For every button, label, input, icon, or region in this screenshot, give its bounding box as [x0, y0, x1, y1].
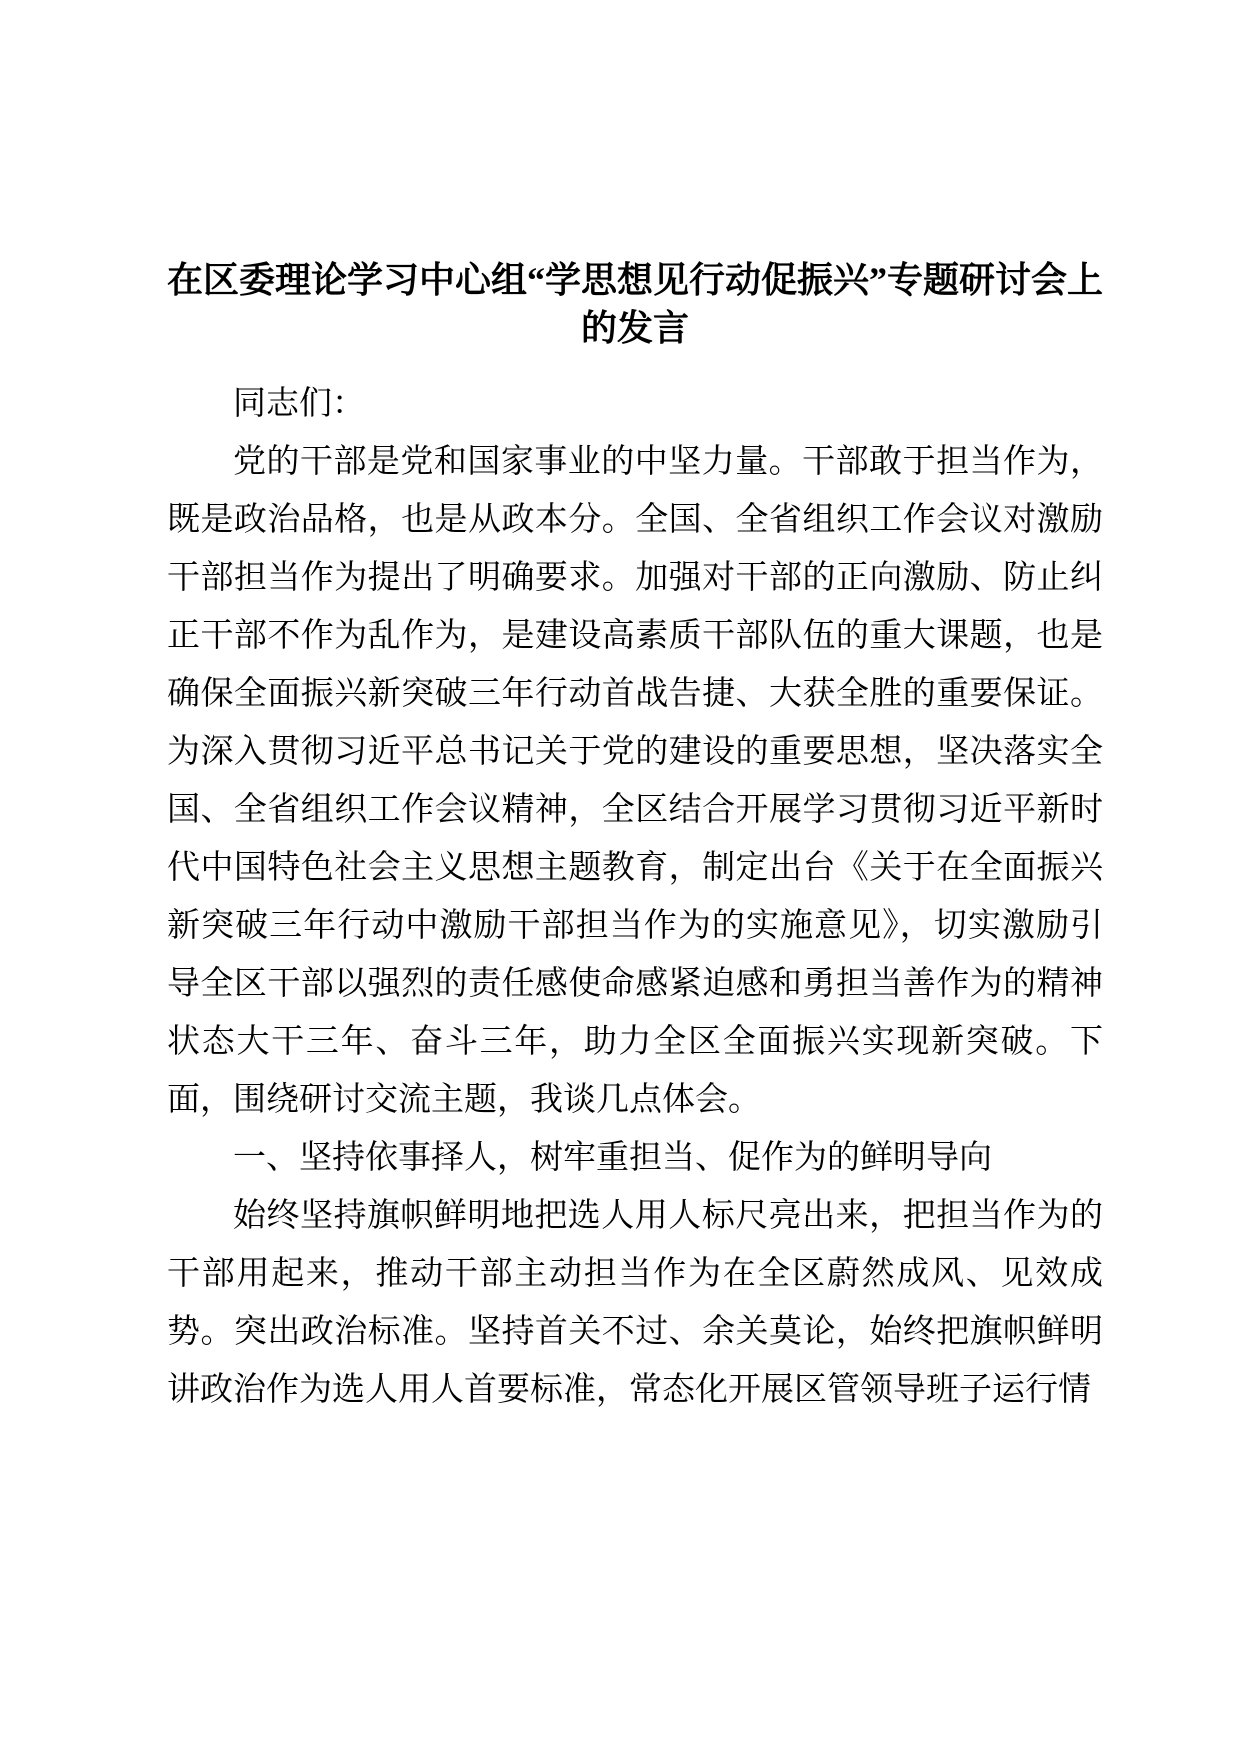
document-content [167, 256, 1103, 1419]
document-title-line-2: 的发言 [580, 308, 689, 348]
section-heading-1: 一、坚持依事择人，树牢重担当、促作为的鲜明导向 [233, 1140, 992, 1176]
document-title [167, 256, 1103, 352]
body-paragraph-2: 始终坚持旗帜鲜明地把选人用人标尺亮出来，把担当作为的干部用起来，推动干部主动担当作为在全区蔚然成风、见效成势。突出政治标准。坚持首关不过、余关莫论，始终把旗帜鲜明讲政治作为选人用人首要标准，常态化开展区管领导班子运行情 [167, 1198, 1103, 1408]
body-paragraph-1: 党的干部是党和国家事业的中坚力量。干部敢于担当作为，既是政治品格，也是从政本分。全国、全省组织工作会议对激励干部担当作为提出了明确要求。加强对干部的正向激励、防止纠正干部不作为乱作为，是建设高素质干部队伍的重大课题，也是确保全面振兴新突破三年行动首战告捷、大获全胜的重要保证。为深入贯彻习近平总书记关于党的建设的重要思想，坚决落实全国、全省组织工作会议精神，全区结合开展学习贯彻习近平新时代中国特色社会主义思想主题教育，制定出台《关于在全面振兴新突破三年行动中激励干部担当作为的实施意见》，切实激励引导全区干部以强烈的责任感使命感紧迫感和勇担当善作为的精神状态大干三年、奋斗三年，助力全区全面振兴实现新突破。下面，围绕研讨交流主题，我谈几点体会。 [167, 444, 1103, 1118]
document-title-line-1: 在区委理论学习中心组“学思想见行动促振兴”专题研讨会上 [167, 260, 1104, 300]
salutation: 同志们： [233, 386, 365, 422]
